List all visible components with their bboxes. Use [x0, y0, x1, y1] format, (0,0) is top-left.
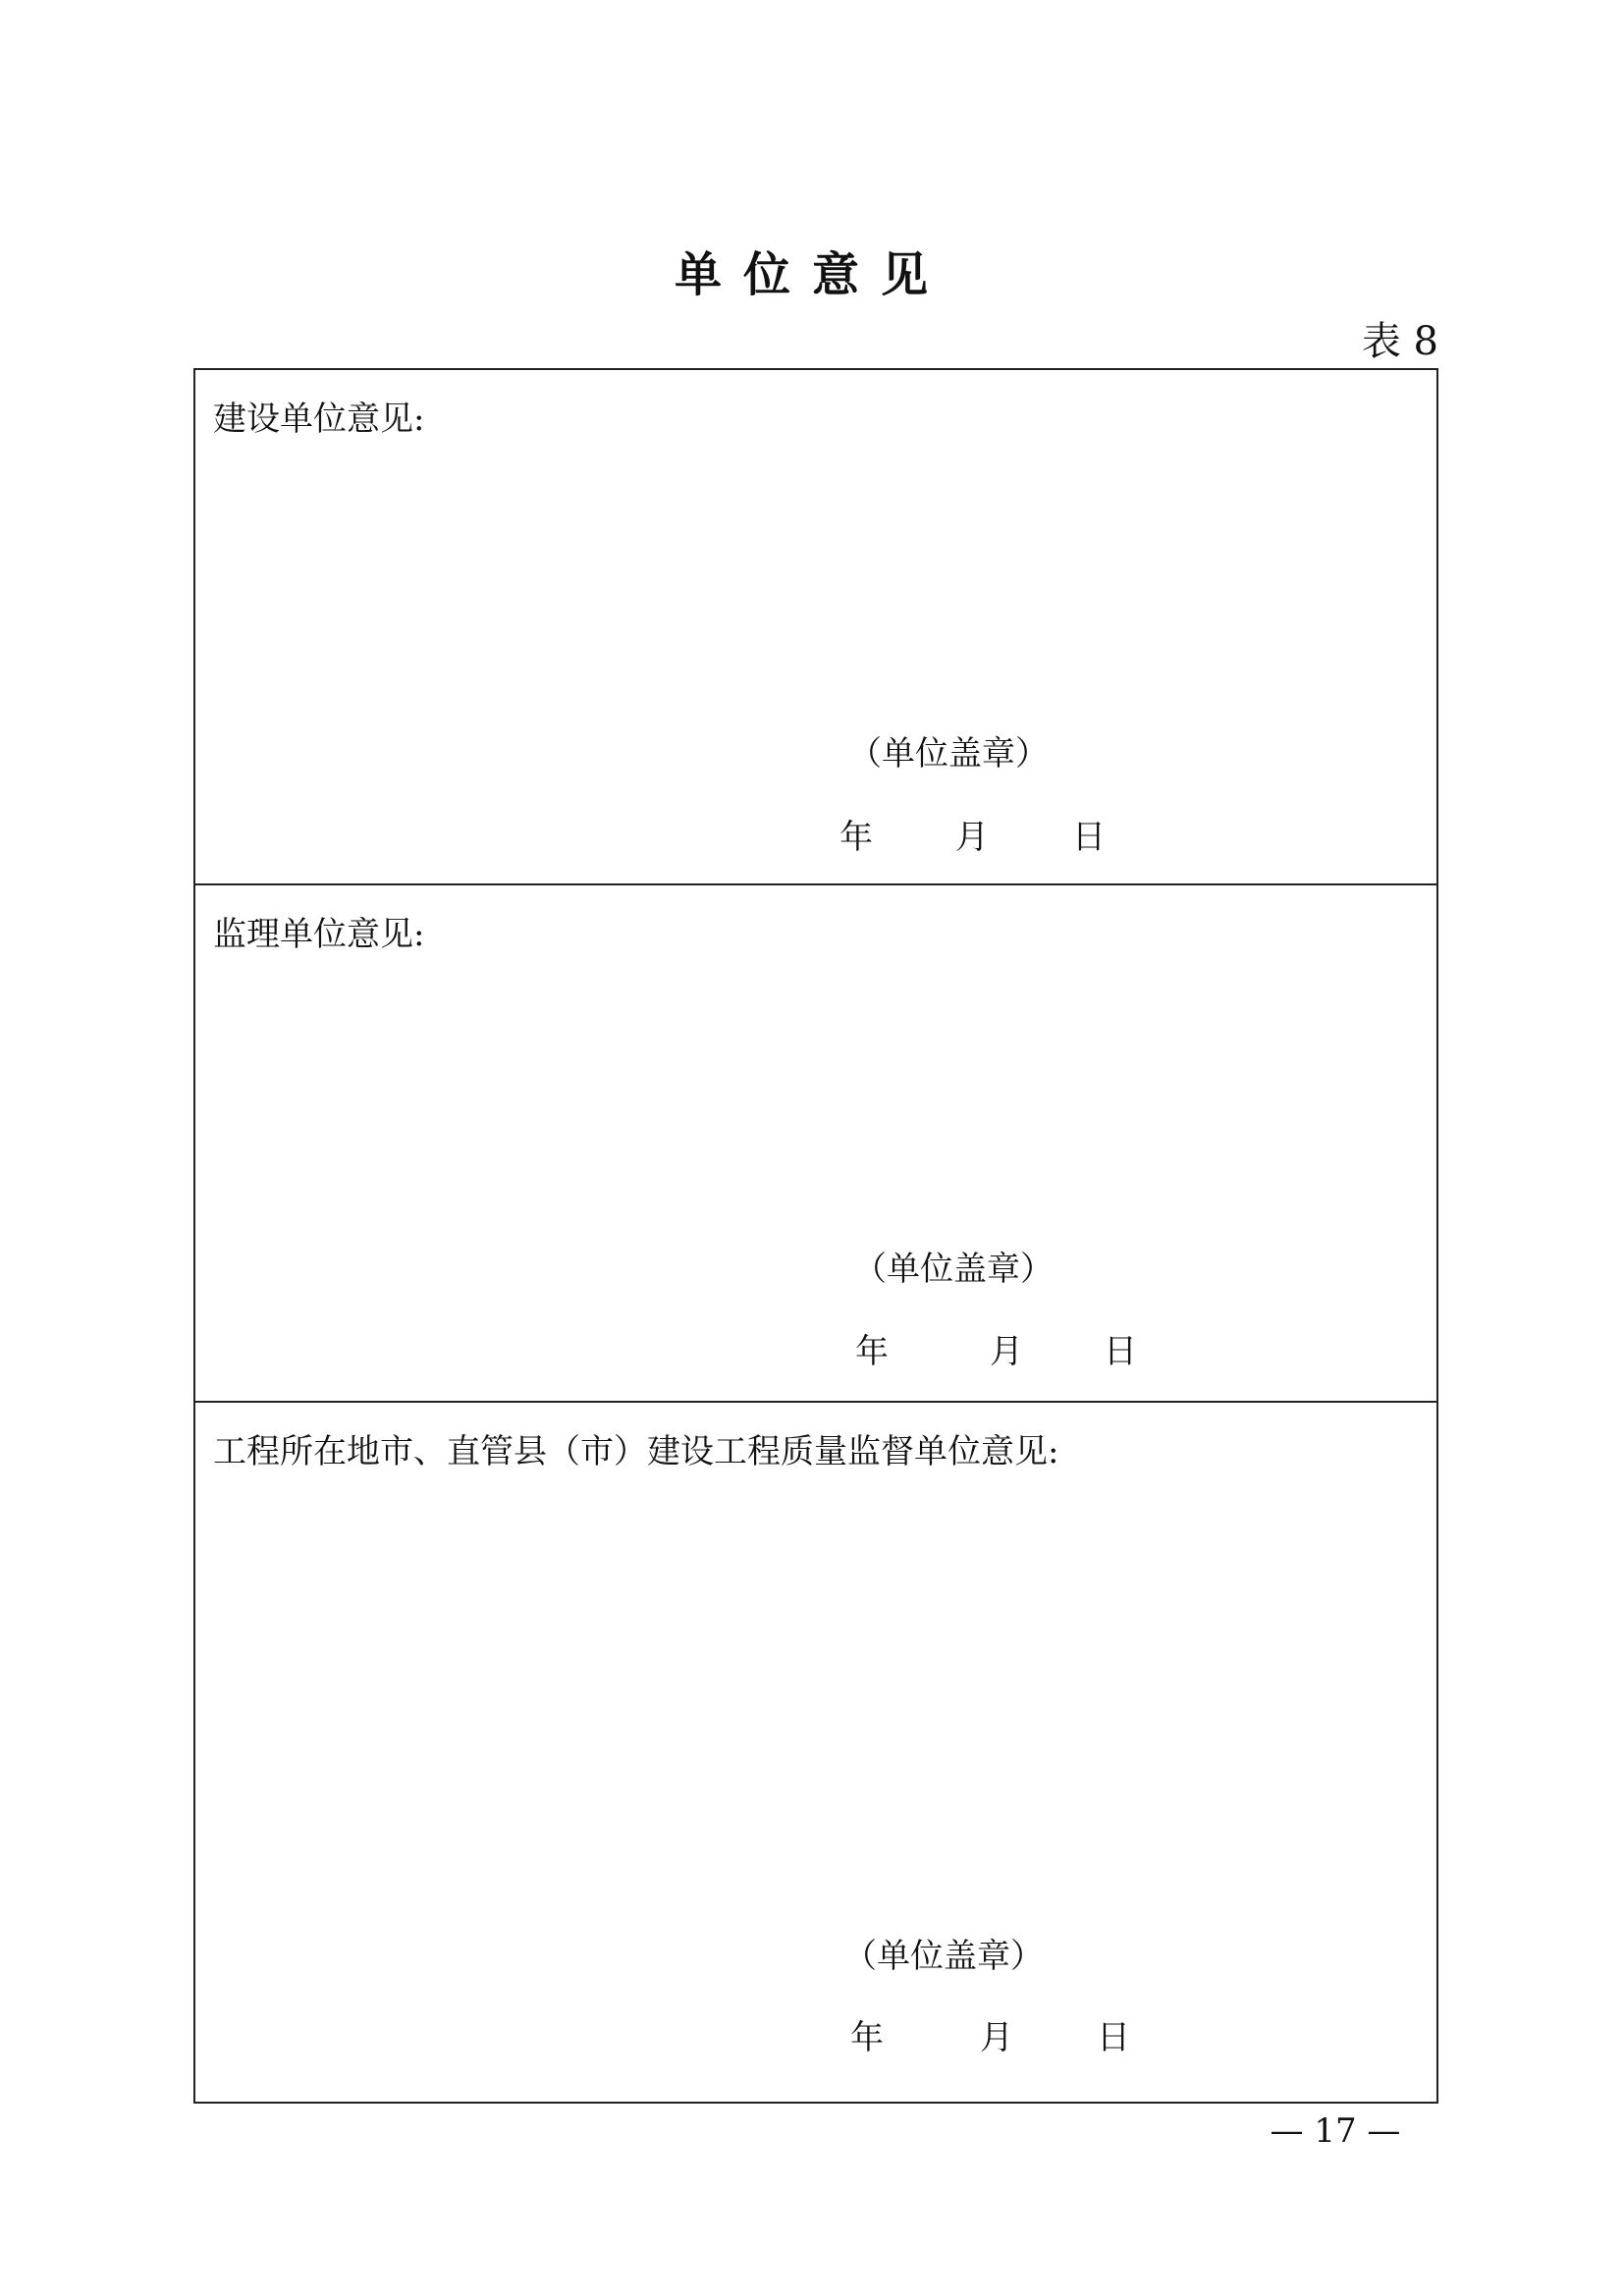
- construction-unit-opinion-label: 建设单位意见:: [213, 400, 425, 439]
- date-year-label: 年: [855, 1332, 889, 1371]
- date-day-label: 日: [1104, 1332, 1137, 1371]
- date-day-label: 日: [1097, 2018, 1130, 2057]
- date-day-label: 日: [1072, 818, 1106, 857]
- supervision-unit-opinion-label: 监理单位意见:: [213, 915, 425, 954]
- supervision-unit-opinion-section[interactable]: [195, 885, 1436, 1403]
- page-title: 单位意见: [674, 247, 949, 302]
- construction-unit-opinion-section[interactable]: [195, 370, 1436, 885]
- page-number: — 17 —: [1270, 2111, 1401, 2151]
- opinion-form-table: [193, 368, 1438, 2104]
- table-number: 表 8: [1361, 319, 1438, 364]
- date-month-label: 月: [955, 818, 989, 857]
- unit-seal-label: （单位盖章）: [848, 734, 1049, 774]
- date-year-label: 年: [850, 2018, 884, 2057]
- date-month-label: 月: [980, 2018, 1013, 2057]
- quality-supervision-unit-opinion-section[interactable]: [195, 1403, 1436, 2104]
- date-month-label: 月: [990, 1332, 1023, 1371]
- unit-seal-label: （单位盖章）: [853, 1250, 1054, 1289]
- date-year-label: 年: [839, 818, 873, 857]
- unit-seal-label: （单位盖章）: [843, 1937, 1044, 1976]
- quality-supervision-unit-opinion-label: 工程所在地市、直管县（市）建设工程质量监督单位意见:: [213, 1432, 1059, 1471]
